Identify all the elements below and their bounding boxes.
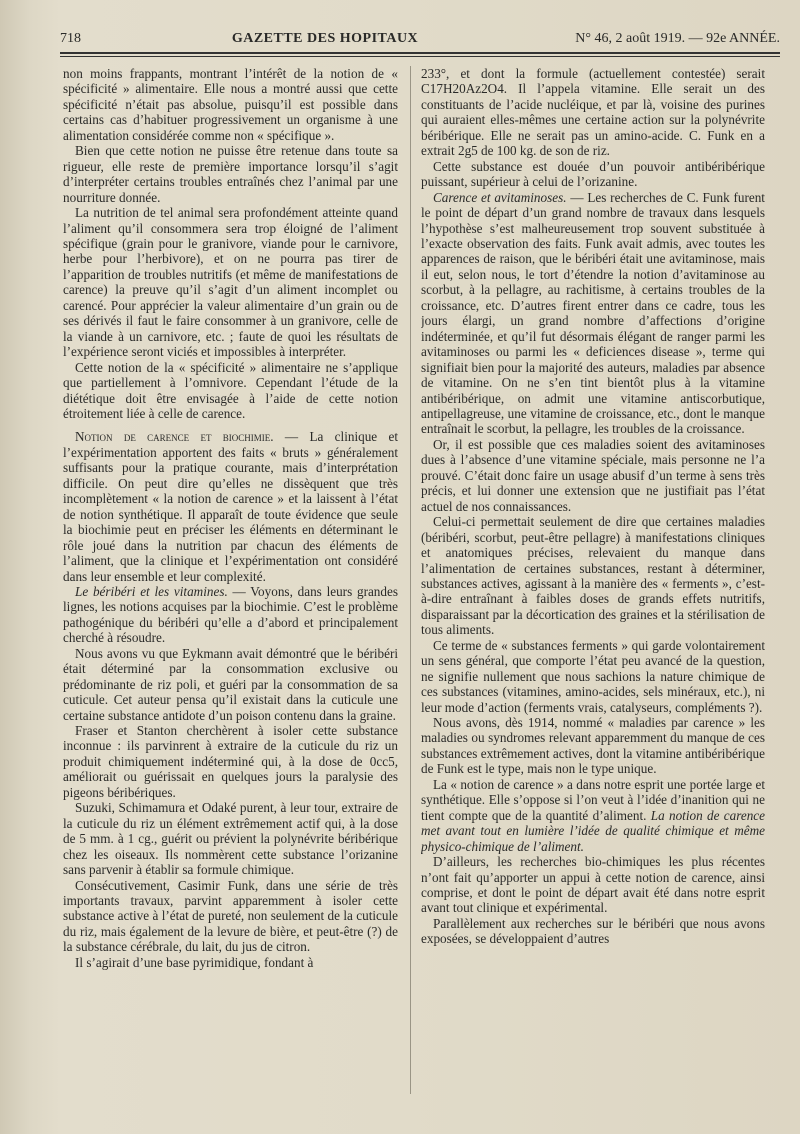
right-column [421, 66, 765, 1112]
column-divider [410, 66, 411, 1094]
paragraph [421, 777, 765, 854]
paragraph: D’ailleurs, les recherches bio-chimiques les plus récentes n’ont fait qu’apporter un appui à cette notion de carence, ainsi comprise, et dont le point de départ avait été dans notre esprit avant tout clinique et expérimental. [421, 854, 765, 916]
paragraph: Parallèlement aux recherches sur le béribéri que nous avons exposées, se développaient d’autres [421, 915, 765, 947]
paragraph: non moins frappants, montrant l’intérêt de la notion de « spécificité » alimentaire. Elle nous a montré aussi que cette spécificité n’était pas absolue, puisqu’il est possible dans certains cas d’habituer progressivement un organisme à une alimentation considérée comme non « spécifique ». [63, 66, 398, 143]
paragraph: Celui-ci permettait seulement de dire que certaines maladies (béribéri, scorbut, peut-être pellagre) à manifestations cliniques et anatomiques précises, relevaient du manque dans l’alimentation de certaines substances, restant à déterminer, substances actives, agissant à la manière des « ferments », c’est-à-dire entraînant à faibles doses de grands effets nutritifs, disparaissant par la décortication des graines et la stérilisation de tous aliments. [421, 514, 765, 638]
emphasis-text: La notion de carence met avant tout en lumière l’idée de qualité chimique et même physico-chimique de l’aliment. [421, 807, 765, 854]
section-heading: Notion de carence et biochimie. [75, 429, 274, 445]
paragraph: Or, il est possible que ces maladies soient des avitaminoses dues à l’absence d’une vitamine spéciale, mais personne ne l’a prouvé. C’était donc faire un usage abusif d’un terme à sens très précis, et lui donner une extension que ne justifiait pas l’état actuel de nos connaissances. [421, 436, 765, 514]
paragraph: Ce terme de « substances ferments » qui garde volontairement un sens général, que comporte l’état peu avancé de la question, ne signifie nullement que nous sachions la nature chimique de ces substances (vitamines, amino-acides, sels minéraux, etc.), ni leur mode d’action (ferments vrais, catalyseurs, compléments ?). [421, 637, 765, 715]
issue-info: N° 46, 2 août 1919. — 92e ANNÉE. [575, 31, 780, 46]
paragraph: Cette notion de la « spécificité » alimentaire ne s’applique que partiellement à l’omnivore. Cependant l’étude de la diététique doit être envisagée à l’aide de cette notion étroitement liée à celle de carence. [63, 359, 398, 421]
paragraph: Fraser et Stanton cherchèrent à isoler cette substance inconnue : ils parvinrent à extraire de la cuticule du riz un produit chimiquement indéterminé qui, à la dose de 0cc5, améliorait ou guérissait en quelques jours la paralysie des pigeons béribériques. [63, 723, 398, 800]
section-paragraph [63, 429, 398, 584]
paragraph: Il s’agirait d’une base pyrimidique, fondant à [75, 954, 314, 970]
header-rule-thick [60, 52, 780, 54]
page-number: 718 [60, 31, 81, 46]
paragraph: La nutrition de tel animal sera profondément atteinte quand l’aliment qu’il consommera sera trop éloigné de l’aliment spécifique (grain pour le granivore, viande pour le carnivore, herbe pour l’herbivore), et on ne pourra pas tirer de l’apparition de troubles nutritifs (et même de manifestations de carence) la preuve qu’il s’agit d’un aliment incomplet ou carencé. Pour apprécier la valeur alimentaire d’un grain ou de ses dérivés il faut le faire consommer à un granivore, celle de la viande à un carnivore, etc. ; faute de quoi les résultats de l’expérience seront viciés et impossibles à interpréter. [63, 205, 398, 360]
journal-title: GAZETTE DES HOPITAUX [231, 31, 419, 46]
paragraph: Nous avons vu que Eykmann avait démontré que le béribéri était déterminé par la consommation exclusive ou prédominante de riz poli, et guéri par la consommation de sa cuticule. Cet auteur pensa qu’il existait dans la cuticule une certaine substance antidote d’un poison contenu dans la graine. [63, 645, 398, 723]
paragraph-text: — Les recherches de C. Funk furent le point de départ d’un grand nombre de travaux dans lesquels l’hypothèse s’est malheureusement trop souvent substituée à l’exacte observation des faits. Funk avait admis, avec toutes les apparences de raison, que le béribéri était une avitaminose, mais il eut, selon nous, le tort d’étendre la notion d’avitaminose au scorbut, à la pellagre, au rachitisme, à certains troubles de la croissance, etc. D’autres firent entrer dans ce cadre, tous les jours élargi, un grand nombre d’affections d’origine indéterminée, et qu’il fut désormais élégant de ranger parmi les avitaminoses ou parmi les « deficiences disease », terme qui signifiait bien pour la majorité des auteurs, maladies par absence de vitamine. On ne s’en tint bientôt plus à la vitamine antibéribérique, on admit une vitamine antiscorbutique, antipellagreuse, une vitamine de croissance, etc., dont le manque entraînait le scorbut, la pellagre, les troubles de la croissance. [421, 189, 765, 437]
paragraph-text: — Voyons, dans leurs grandes lignes, les notions acquises par la biochimie. C’est le problème pathogénique du béribéri qu’elle a d’abord et principalement cherché à résoudre. [63, 583, 398, 646]
paragraph: 233°, et dont la formule (actuellement contestée) serait C17H20Az2O4. Il l’appela vitamine. Elle serait un des constituants de l’acide nucléique, et par là, voisine des purines qui auraient elles-mêmes une certaine action sur la polynévrite béribérique. Elle ne serait pas un amino-acide. C. Funk en a extrait 2g5 de 100 kg. de son de riz. [421, 66, 765, 159]
page-header [60, 28, 780, 50]
paragraph: Nous avons, dès 1914, nommé « maladies par carence » les maladies ou syndromes relevant apparemment du manque de ces substances extrêmement actives, dont la vitamine antibéribérique de Funk est le type, mais non le type unique. [421, 715, 765, 777]
paragraph: Consécutivement, Casimir Funk, dans une série de très importants travaux, parvint apparemment à isoler cette substance active à l’état de pureté, non seulement de la cuticule du riz, mais également de la levure de bière, et peut-être (?) de la substance cérébrale, du lait, du jus de citron. [63, 877, 398, 955]
subsection-paragraph [63, 584, 398, 646]
subheading: Le béribéri et les vitamines. [75, 583, 228, 599]
left-column [63, 66, 398, 1112]
paragraph: Bien que cette notion ne puisse être retenue dans toute sa rigueur, elle reste de première importance lorsqu’il s’agit d’interpréter certains troubles entraînés chez l’animal par une nourriture donnée. [63, 143, 398, 205]
subheading: Carence et avitaminoses. [433, 189, 567, 205]
paragraph-text: — La clinique et l’expérimentation apportent des faits « bruts » généralement suffisants pour la pratique courante, mais d’interprétation difficile. On peut dire qu’elles ne dissèquent que très incomplètement « la notion de carence » et la laissent à l’état de notion synthétique. Il apparaît de toute évidence que seule la biochimie peut en préciser les éléments en déterminant le rôle joué dans la nutrition par chacun des éléments de l’aliment, que la clinique et l’expérimentation ont considéré dans leur ensemble et leur complexité. [63, 429, 398, 584]
paragraph: Cette substance est douée d’un pouvoir antibéribérique puissant, supérieur à celui de l’orizanine. [421, 158, 765, 190]
subsection-paragraph [421, 190, 765, 437]
paragraph: Suzuki, Schimamura et Odaké purent, à leur tour, extraire de la cuticule du riz un élément extrêmement actif qui, à la dose de 5 mm. à 1 cg., guérit ou prévient la polynévrite béribérique chez les oiseaux. Ils nommèrent cette substance l’orizanine sans parvenir à établir sa formule chimique. [63, 800, 398, 878]
header-rule-thin [60, 56, 780, 57]
paragraph-text: La « notion de carence » a dans notre esprit une portée large et synthétique. Elle s’oppose si l’on veut à l’idée d’inanition qui ne tient compte que de la quantité d’aliment. [421, 776, 765, 823]
